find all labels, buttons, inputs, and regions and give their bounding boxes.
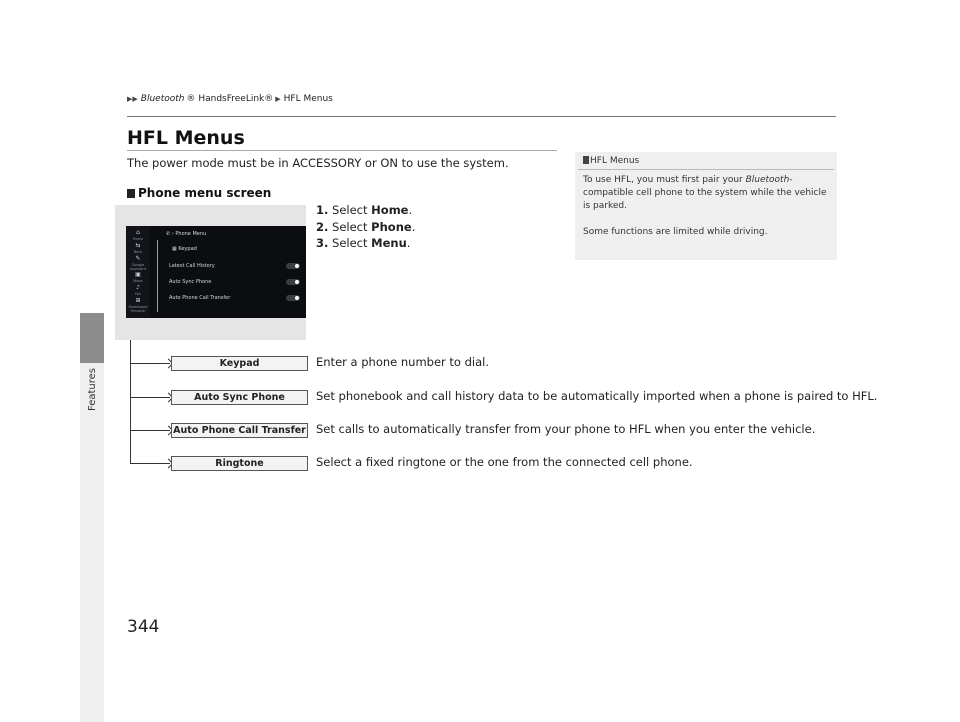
dashboard-icon: ⊞ xyxy=(135,297,141,304)
screen-row: Latest Call History xyxy=(169,263,215,269)
page-title: HFL Menus xyxy=(127,127,245,149)
title-divider xyxy=(127,150,557,151)
menu-item-keypad: Keypad xyxy=(171,356,308,371)
screen-caption: Back xyxy=(133,250,143,254)
toggle-switch xyxy=(286,263,300,269)
maps-icon: ▣ xyxy=(135,271,141,278)
screen-caption: Google Assistant xyxy=(130,263,146,271)
fav-icon: ♪ xyxy=(136,284,140,291)
back-icon: ⇆ xyxy=(135,242,141,249)
screen-caption: Home xyxy=(132,237,144,241)
step-item: 1. Select Home. xyxy=(316,203,413,217)
toggle-switch xyxy=(286,295,300,301)
phone-menu-screen xyxy=(126,226,306,318)
subheading-text: Phone menu screen xyxy=(138,186,272,200)
screen-divider xyxy=(157,240,158,312)
note-marker-icon xyxy=(583,156,589,164)
home-icon: ⌂ xyxy=(136,229,140,236)
breadcrumb-arrow-icon: ▶▶ xyxy=(127,95,138,103)
square-bullet-icon xyxy=(127,189,135,198)
intro-text: The power mode must be in ACCESSORY or ON to use the system. xyxy=(127,156,509,170)
note-box xyxy=(575,152,837,260)
menu-desc-keypad: Enter a phone number to dial. xyxy=(316,355,489,369)
page-number: 344 xyxy=(127,617,160,637)
phone-icon: ✆ xyxy=(166,231,171,237)
subheading xyxy=(127,186,271,200)
screen-caption: Dashboard Personal xyxy=(128,305,148,313)
note-divider xyxy=(578,169,834,170)
assistant-icon: ✎ xyxy=(135,255,141,262)
breadcrumb-part1-suffix[interactable]: ® HandsFreeLink® xyxy=(186,94,274,104)
screen-caption: Maps xyxy=(133,279,143,283)
screen-row: Auto Sync Phone xyxy=(169,279,212,285)
menu-desc-ringtone: Select a fixed ringtone or the one from the connected cell phone. xyxy=(316,455,693,469)
menu-item-auto-sync-phone: Auto Sync Phone xyxy=(171,390,308,405)
screen-sidebar xyxy=(126,226,150,318)
toggle-switch xyxy=(286,279,300,285)
screen-row-keypad: ▦ Keypad xyxy=(172,246,197,252)
header-divider xyxy=(127,116,836,117)
breadcrumb xyxy=(127,94,333,104)
menu-item-auto-phone-call-transfer: Auto Phone Call Transfer xyxy=(171,423,308,438)
note-heading: HFL Menus xyxy=(583,156,639,166)
breadcrumb-part1[interactable]: Bluetooth xyxy=(140,94,185,104)
screen-header: ✆ › Phone Menu xyxy=(166,231,207,237)
screen-row: Auto Phone Call Transfer xyxy=(169,295,231,301)
note-text: To use HFL, you must first pair your Bluetooth-compatible cell phone to the system while the vehicle is parked. Some functions are limited while driving. xyxy=(583,175,827,237)
menu-desc-auto-phone-call-transfer: Set calls to automatically transfer from your phone to HFL when you enter the vehicle. xyxy=(316,422,816,436)
menu-desc-auto-sync-phone: Set phonebook and call history data to be automatically imported when a phone is paired to HFL. xyxy=(316,389,878,403)
step-list xyxy=(316,202,415,252)
breadcrumb-arrow-icon: ▶ xyxy=(275,95,281,103)
menu-item-ringtone: Ringtone xyxy=(171,456,308,471)
keypad-icon: ▦ xyxy=(172,246,177,252)
section-strip xyxy=(80,363,104,722)
step-item: 2. Select Phone. xyxy=(316,219,416,234)
screen-caption: Fav xyxy=(135,292,141,296)
breadcrumb-part2[interactable]: HFL Menus xyxy=(283,94,333,104)
section-label: Features xyxy=(87,368,98,411)
step-item: 3. Select Menu. xyxy=(316,236,411,250)
section-tab xyxy=(80,313,104,363)
menu-tree-line xyxy=(130,340,131,464)
